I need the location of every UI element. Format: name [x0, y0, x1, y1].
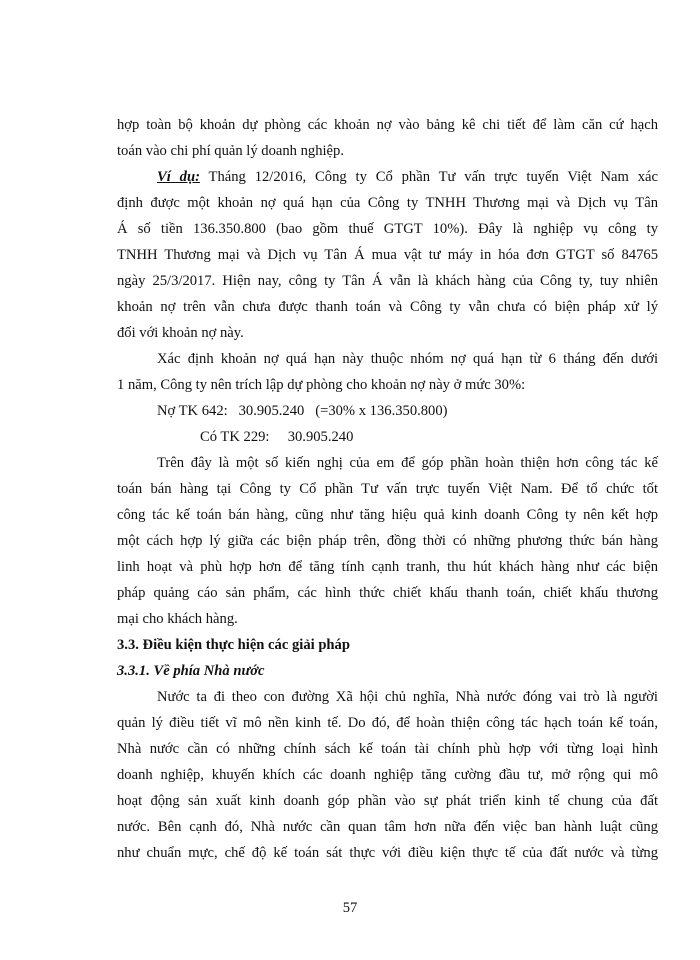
- paragraph-line: đối với khoản nợ này.: [117, 325, 244, 341]
- paragraph-line: như chuẩn mực, chế độ kế toán sát thực với điều kiện thực tế của đất nước và từng: [117, 845, 658, 861]
- journal-entry-debit: Nợ TK 642: 30.905.240 (=30% x 136.350.800): [157, 403, 448, 419]
- section-heading: 3.3. Điều kiện thực hiện các giải pháp: [117, 637, 350, 653]
- paragraph-line: Nhà nước cần có những chính sách kế toán tài chính phù hợp với từng loại hình: [117, 741, 658, 757]
- paragraph-line: TNHH Thương mại và Dịch vụ Tân Á mua vật tư máy in hóa đơn GTGT số 84765: [117, 247, 658, 263]
- paragraph-line: toán vào chi phí quản lý doanh nghiệp.: [117, 143, 344, 159]
- paragraph-line: nước. Bên cạnh đó, Nhà nước cần quan tâm hơn nữa đến việc ban hành luật cũng: [117, 819, 658, 835]
- subsection-heading: 3.3.1. Về phía Nhà nước: [117, 663, 265, 679]
- paragraph-line: định được một khoản nợ quá hạn của Công ty TNHH Thương mại và Dịch vụ Tân: [117, 195, 658, 211]
- paragraph-line: quản lý điều tiết vĩ mô nền kinh tế. Do đó, để hoàn thiện công tác hạch toán kế toán,: [117, 715, 658, 731]
- example-text: Tháng 12/2016, Công ty Cổ phần Tư vấn trực tuyến Việt Nam xác: [208, 169, 659, 185]
- journal-entry-credit: Có TK 229: 30.905.240: [200, 429, 354, 445]
- paragraph-line: 1 năm, Công ty nên trích lập dự phòng cho khoản nợ này ở mức 30%:: [117, 377, 526, 393]
- example-line: [157, 167, 658, 187]
- paragraph-line: khoản nợ trên vẫn chưa được thanh toán và Công ty vẫn chưa có biện pháp xử lý: [117, 299, 658, 315]
- paragraph-line: ngày 25/3/2017. Hiện nay, công ty Tân Á vẫn là khách hàng của Công ty, tuy nhiên: [117, 273, 658, 289]
- paragraph-line: Nước ta đi theo con đường Xã hội chủ nghĩa, Nhà nước đóng vai trò là người: [157, 689, 658, 705]
- paragraph-line: mại cho khách hàng.: [117, 611, 238, 627]
- paragraph-line: công tác kế toán bán hàng, cũng như tăng hiệu quả kinh doanh Công ty nên kết hợp: [117, 507, 658, 523]
- paragraph-line: Á số tiền 136.350.800 (bao gồm thuế GTGT 10%). Đây là nghiệp vụ công ty: [117, 221, 658, 237]
- paragraph-line: linh hoạt và phù hợp hơn để tăng tính cạnh tranh, thu hút khách hàng như các biện: [117, 559, 658, 575]
- paragraph-line: Trên đây là một số kiến nghị của em để góp phần hoàn thiện hơn công tác kế: [157, 455, 658, 471]
- example-label: Ví dụ:: [157, 169, 200, 185]
- paragraph-line: hoạt động sản xuất kinh doanh góp phần vào sự phát triển kinh tế chung của đất: [117, 793, 658, 809]
- paragraph-line: Xác định khoản nợ quá hạn này thuộc nhóm nợ quá hạn từ 6 tháng đến dưới: [157, 351, 658, 367]
- paragraph-line: một cách hợp lý giữa các biện pháp trên, đồng thời có những phương thức bán hàng: [117, 533, 658, 549]
- paragraph-line: doanh nghiệp, khuyến khích các doanh nghiệp tăng cường đầu tư, mở rộng qui mô: [117, 767, 658, 783]
- paragraph-line: hợp toàn bộ khoản dự phòng các khoản nợ vào bảng kê chi tiết để làm căn cứ hạch: [117, 117, 658, 133]
- paragraph-line: pháp quảng cáo sản phẩm, các hình thức chiết khấu thanh toán, chiết khấu thương: [117, 585, 658, 601]
- page-number: 57: [342, 900, 358, 916]
- paragraph-line: toán bán hàng tại Công ty Cổ phần Tư vấn trực tuyến Việt Nam. Để tổ chức tốt: [117, 481, 658, 497]
